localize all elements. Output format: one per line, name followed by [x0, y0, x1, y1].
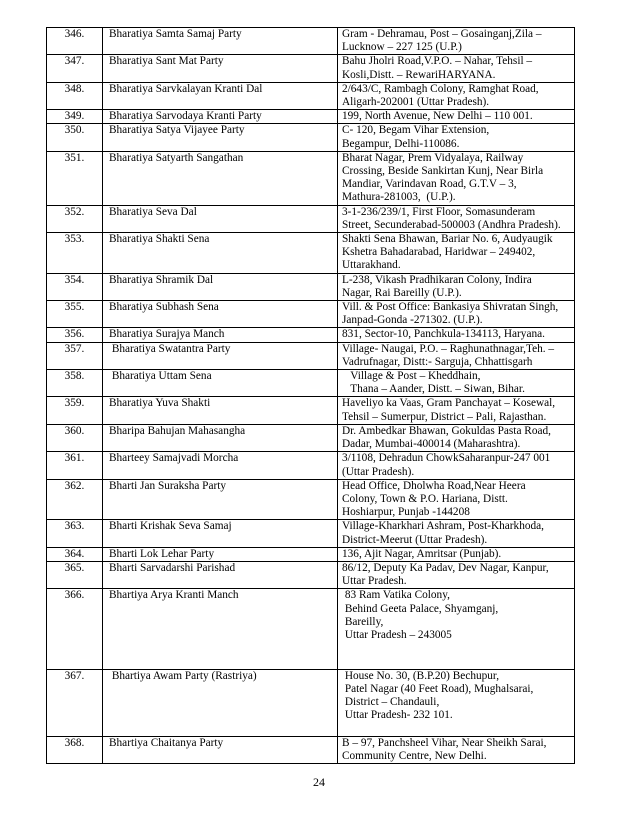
party-address: [338, 547, 575, 561]
address-line: Uttarakhand.: [342, 259, 401, 272]
party-name: Bharatiya Subhash Sena: [103, 301, 338, 328]
address-line: Lucknow – 227 125 (U.P.): [342, 41, 462, 54]
table-row: [47, 370, 575, 397]
address-line: Bharat Nagar, Prem Vidyalaya, Railway: [342, 151, 524, 164]
address-line: 3/1108, Dehradun ChowkSaharanpur-247 001: [342, 452, 551, 465]
table-row: [47, 55, 575, 82]
table-row: [47, 82, 575, 109]
address-line: Mathura-281003, (U.P.).: [342, 191, 456, 204]
table-row: [47, 424, 575, 451]
party-address: [338, 397, 575, 424]
party-name: Bhartiya Awam Party (Rastriya): [103, 669, 338, 736]
address-line: B – 97, Panchsheel Vihar, Near Sheikh Sarai,: [342, 736, 547, 749]
serial-number: 356.: [47, 328, 103, 342]
address-line: Patel Nagar (40 Feet Road), Mughalsarai,: [342, 682, 534, 695]
table-row: [47, 328, 575, 342]
party-name: Bharatiya Shramik Dal: [103, 273, 338, 300]
address-line: Behind Geeta Palace, Shyamganj,: [342, 602, 499, 615]
address-line: C- 120, Begam Vihar Extension,: [342, 124, 490, 137]
party-name: Bharti Krishak Seva Samaj: [103, 520, 338, 547]
table-body: [47, 28, 575, 764]
party-address-table: [46, 27, 575, 764]
address-line: L-238, Vikash Pradhikaran Colony, Indira: [342, 273, 532, 286]
address-line: 86/12, Deputy Ka Padav, Dev Nagar, Kanpur,: [342, 561, 549, 574]
serial-number: 365.: [47, 561, 103, 588]
party-name: Bhartiya Arya Kranti Manch: [103, 589, 338, 669]
address-line: Uttar Pradesh- 232 101.: [342, 709, 453, 722]
address-line: Janpad-Gonda -271302. (U.P.).: [342, 314, 483, 327]
party-address: [338, 452, 575, 479]
table-row: [47, 205, 575, 232]
address-line: Head Office, Dholwha Road,Near Heera: [342, 479, 526, 492]
table-row: [47, 110, 575, 124]
address-line: Bareilly,: [342, 615, 384, 628]
party-address: [338, 520, 575, 547]
table-row: [47, 561, 575, 588]
serial-number: 361.: [47, 452, 103, 479]
party-name: Bharti Jan Suraksha Party: [103, 479, 338, 520]
address-line: Village & Post – Kheddhain,: [342, 370, 481, 383]
table-row: [47, 124, 575, 151]
address-line: Begampur, Delhi-110086.: [342, 137, 460, 150]
table-row: [47, 520, 575, 547]
address-line: Hoshiarpur, Punjab -144208: [342, 506, 470, 519]
party-name: Bharatiya Surajya Manch: [103, 328, 338, 342]
party-address: [338, 370, 575, 397]
party-name: Bharatiya Sarvodaya Kranti Party: [103, 110, 338, 124]
serial-number: 346.: [47, 28, 103, 55]
address-line: Vadrufnagar, Distt:- Sarguja, Chhattisgarh: [342, 355, 533, 368]
address-line: 83 Ram Vatika Colony,: [342, 589, 450, 602]
table-row: [47, 479, 575, 520]
party-address: [338, 479, 575, 520]
address-line: District-Meerut (Uttar Pradesh).: [342, 533, 488, 546]
party-address: [338, 424, 575, 451]
address-line: 3-1-236/239/1, First Floor, Somasunderam: [342, 205, 536, 218]
party-name: Bharatiya Uttam Sena: [103, 370, 338, 397]
address-line: Crossing, Beside Sankirtan Kunj, Near Birla: [342, 165, 544, 178]
serial-number: 347.: [47, 55, 103, 82]
serial-number: 357.: [47, 342, 103, 369]
party-name: Bharatiya Sant Mat Party: [103, 55, 338, 82]
address-line: Aligarh-202001 (Uttar Pradesh).: [342, 96, 490, 109]
address-line: Gram - Dehramau, Post – Gosainganj,Zila –: [342, 28, 542, 40]
party-name: Bharteey Samajvadi Morcha: [103, 452, 338, 479]
party-name: Bharatiya Satya Vijayee Party: [103, 124, 338, 151]
party-name: Bhartiya Chaitanya Party: [103, 736, 338, 763]
party-address: [338, 589, 575, 669]
address-line: Colony, Town & P.O. Hariana, Distt.: [342, 492, 508, 505]
party-name: Bharatiya Satyarth Sangathan: [103, 151, 338, 205]
address-line: [342, 642, 571, 655]
address-line: Dr. Ambedkar Bhawan, Gokuldas Pasta Road,: [342, 424, 551, 437]
table-row: [47, 342, 575, 369]
serial-number: 350.: [47, 124, 103, 151]
serial-number: 366.: [47, 589, 103, 669]
address-line: [342, 722, 571, 735]
table-row: [47, 589, 575, 669]
address-line: Community Centre, New Delhi.: [342, 749, 487, 762]
serial-number: 354.: [47, 273, 103, 300]
table-row: [47, 452, 575, 479]
serial-number: 364.: [47, 547, 103, 561]
table-row: [47, 669, 575, 736]
party-address: [338, 342, 575, 369]
serial-number: 352.: [47, 205, 103, 232]
party-address: [338, 124, 575, 151]
party-name: Bharatiya Samta Samaj Party: [103, 28, 338, 55]
table-row: [47, 233, 575, 274]
address-line: Shakti Sena Bhawan, Bariar No. 6, Audyaugik: [342, 233, 553, 246]
party-address: [338, 328, 575, 342]
address-line: Dadar, Mumbai-400014 (Maharashtra).: [342, 438, 521, 451]
address-line: [342, 655, 571, 668]
serial-number: 367.: [47, 669, 103, 736]
address-line: House No. 30, (B.P.20) Bechupur,: [342, 669, 500, 682]
party-name: Bharatiya Shakti Sena: [103, 233, 338, 274]
party-name: Bharti Sarvadarshi Parishad: [103, 561, 338, 588]
address-line: Uttar Pradesh.: [342, 575, 407, 588]
address-line: Mandiar, Varindavan Road, G.T.V – 3,: [342, 178, 517, 191]
table-row: [47, 273, 575, 300]
party-name: Bharatiya Sarvkalayan Kranti Dal: [103, 82, 338, 109]
serial-number: 351.: [47, 151, 103, 205]
address-line: 199, North Avenue, New Delhi – 110 001.: [342, 110, 533, 123]
party-address: [338, 273, 575, 300]
party-address: [338, 669, 575, 736]
party-name: Bharipa Bahujan Mahasangha: [103, 424, 338, 451]
serial-number: 359.: [47, 397, 103, 424]
party-address: [338, 82, 575, 109]
address-line: 831, Sector-10, Panchkula-134113, Haryana.: [342, 328, 545, 341]
serial-number: 353.: [47, 233, 103, 274]
party-address: [338, 28, 575, 55]
party-name: Bharatiya Seva Dal: [103, 205, 338, 232]
address-line: Thana – Aander, Distt. – Siwan, Bihar.: [342, 383, 525, 396]
address-line: Haveliyo ka Vaas, Gram Panchayat – Kosewal,: [342, 397, 556, 410]
address-line: Street, Secunderabad-500003 (Andhra Pradesh).: [342, 218, 561, 231]
address-line: 136, Ajit Nagar, Amritsar (Punjab).: [342, 547, 502, 560]
party-name: Bharatiya Swatantra Party: [103, 342, 338, 369]
address-line: Bahu Jholri Road,V.P.O. – Nahar, Tehsil –: [342, 55, 533, 68]
table-row: [47, 547, 575, 561]
serial-number: 348.: [47, 82, 103, 109]
address-line: Tehsil – Sumerpur, District – Pali, Rajasthan.: [342, 410, 547, 423]
serial-number: 349.: [47, 110, 103, 124]
table-row: [47, 736, 575, 763]
party-address: [338, 205, 575, 232]
address-line: 2/643/C, Rambagh Colony, Ramghat Road,: [342, 82, 539, 95]
serial-number: 363.: [47, 520, 103, 547]
party-address: [338, 233, 575, 274]
party-address: [338, 736, 575, 763]
serial-number: 358.: [47, 370, 103, 397]
party-address: [338, 151, 575, 205]
table-row: [47, 397, 575, 424]
party-address: [338, 55, 575, 82]
address-line: District – Chandauli,: [342, 695, 440, 708]
address-line: (Uttar Pradesh).: [342, 465, 415, 478]
party-address: [338, 301, 575, 328]
serial-number: 360.: [47, 424, 103, 451]
table-row: [47, 301, 575, 328]
address-line: Kshetra Bahadarabad, Haridwar – 249402,: [342, 246, 536, 259]
serial-number: 362.: [47, 479, 103, 520]
party-name: Bharatiya Yuva Shakti: [103, 397, 338, 424]
address-line: Nagar, Rai Bareilly (U.P.).: [342, 286, 462, 299]
address-line: Village-Kharkhari Ashram, Post-Kharkhoda,: [342, 520, 544, 533]
page-number: 24: [313, 775, 325, 789]
party-name: Bharti Lok Lehar Party: [103, 547, 338, 561]
serial-number: 355.: [47, 301, 103, 328]
address-line: Kosli,Distt. – RewariHARYANA.: [342, 68, 496, 81]
table-row: [47, 151, 575, 205]
address-line: Uttar Pradesh – 243005: [342, 628, 452, 641]
serial-number: 368.: [47, 736, 103, 763]
address-line: Vill. & Post Office: Bankasiya Shivratan Singh,: [342, 301, 559, 314]
address-line: Village- Naugai, P.O. – Raghunathnagar,Teh. –: [342, 342, 555, 355]
party-address: [338, 561, 575, 588]
table-row: [47, 28, 575, 55]
party-address: [338, 110, 575, 124]
